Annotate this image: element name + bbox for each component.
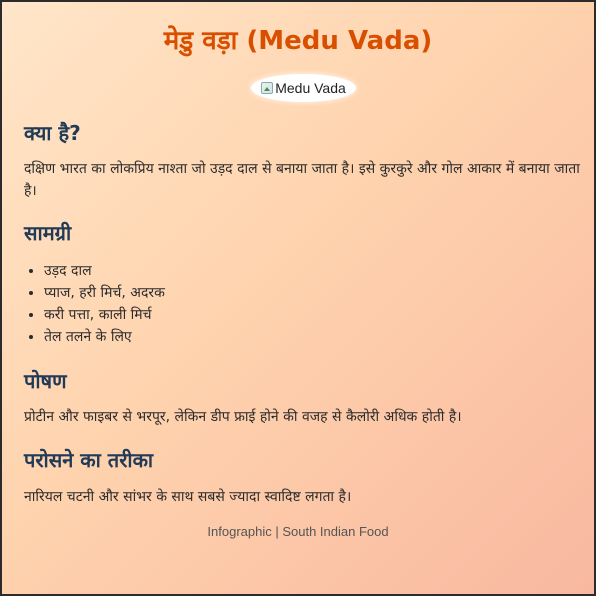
page-title: मेडु वड़ा (Medu Vada) bbox=[163, 26, 433, 56]
ingredients-list bbox=[24, 260, 600, 348]
ingredient-item: • करी पत्ता, काली मिर्च bbox=[44, 304, 600, 326]
footer-caption: Infographic | South Indian Food bbox=[207, 524, 389, 539]
ingredient-item: • तेल तलने के लिए bbox=[44, 326, 600, 348]
dish-image-alt-text: Medu Vada bbox=[275, 80, 346, 96]
section-heading-ingredients: सामग्री bbox=[24, 221, 72, 245]
broken-image-icon bbox=[261, 82, 273, 94]
section-text-what-is: दक्षिण भारत का लोकप्रिय नाश्ता जो उड़द दाल से बनाया जाता है। इसे कुरकुरे और गोल आकार में बनाया जाता है। bbox=[24, 161, 580, 199]
section-heading-what-is: क्या है? bbox=[24, 121, 81, 145]
dish-image bbox=[251, 74, 356, 102]
ingredient-item: • उड़द दाल bbox=[44, 260, 600, 282]
section-heading-serving: परोसने का तरीका bbox=[24, 448, 154, 472]
ingredient-item: • प्याज, हरी मिर्च, अदरक bbox=[44, 282, 600, 304]
section-text-serving: नारियल चटनी और सांभर के साथ सबसे ज्यादा स्वादिष्ट लगता है। bbox=[24, 489, 352, 505]
section-heading-nutrition: पोषण bbox=[24, 369, 67, 393]
section-text-nutrition: प्रोटीन और फाइबर से भरपूर, लेकिन डीप फ्राई होने की वजह से कैलोरी अधिक होती है। bbox=[24, 409, 462, 425]
